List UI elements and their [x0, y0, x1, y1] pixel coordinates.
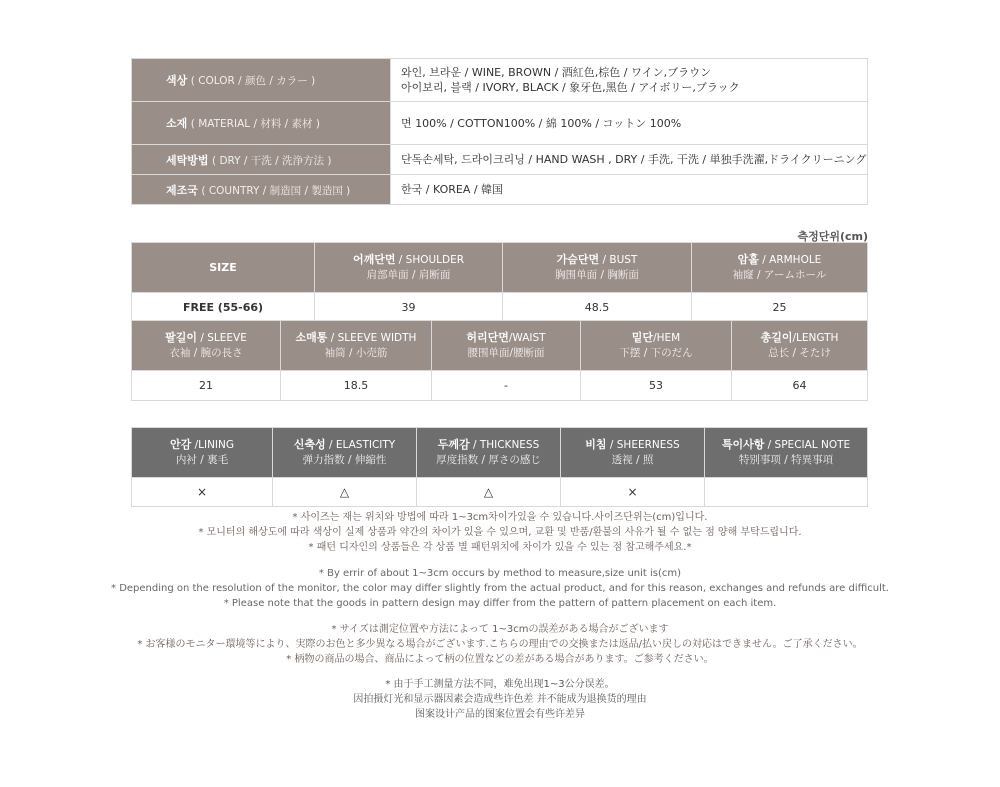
size-value-bust: 48.5: [503, 293, 692, 323]
size-value-size: FREE (55-66): [132, 293, 315, 323]
header-sub: 总长 / そたけ: [768, 347, 831, 359]
label-title: 색상: [166, 74, 188, 87]
size-header-armhole: [692, 243, 868, 293]
header-sub: 透视 / 照: [611, 454, 654, 466]
info-label-color: [132, 59, 391, 102]
size-value-sleeve: 21: [132, 371, 281, 401]
header-title: 암홀: [737, 253, 759, 266]
note-line: * Depending on the resolution of the monitor, the color may differ slightly from the actual product, and for this reason, exchanges and refunds are difficult.: [111, 583, 889, 594]
note-line: 图案设计产品的图案位置会有些许差异: [415, 709, 585, 720]
header-en: / BUST: [599, 254, 638, 266]
label-title: 세탁방법: [166, 153, 209, 167]
size-value-sleeve-width: 18.5: [281, 371, 432, 401]
label-subtitle: ( DRY / 干洗 / 洗浄方法 ): [212, 154, 332, 167]
info-value-material: 면 100% / COTTON100% / 綿 100% / コットン 100%: [391, 102, 868, 145]
info-value-country: 한국 / KOREA / 韓国: [391, 175, 868, 205]
size-table-2: [131, 320, 868, 401]
size-header-waist: [432, 321, 581, 371]
color-line-2: 아이보리, 블랙 / IVORY, BLACK / 象牙色,黑色 / アイボリー,ブラック: [401, 81, 740, 94]
note-line: * 由于手工测量方法不同，难免出现1~3公分误差。: [385, 679, 615, 690]
notes-japanese: [100, 622, 900, 667]
feature-value-thickness: △: [417, 478, 561, 507]
header-title: 가슴단면: [556, 253, 600, 266]
info-value-wash: 단독손세탁, 드라이크리닝 / HAND WASH , DRY / 手洗, 干洗 / 単独手洗濯,ドライクリーニング: [391, 145, 868, 175]
header-en: /HEM: [653, 332, 681, 344]
size-table-1: [131, 242, 868, 323]
feature-value-elasticity: △: [273, 478, 417, 507]
label-title: 소재: [166, 117, 188, 130]
header-sub: 肩部单面 / 肩断面: [366, 269, 451, 281]
size-header-shoulder: [315, 243, 503, 293]
header-title: 어깨단면: [352, 253, 396, 266]
header-title: 소매통: [295, 331, 328, 344]
notes-korean: [100, 510, 900, 555]
size-header-bust: [503, 243, 692, 293]
info-row-material: [132, 102, 868, 145]
header-en: / THICKNESS: [469, 439, 540, 451]
measurement-unit-label: 측정단위(cm): [797, 230, 868, 243]
label-subtitle: ( COUNTRY / 制造国 / 製造国 ): [201, 184, 351, 197]
notes-chinese: [100, 677, 900, 722]
note-line: * Please note that the goods in pattern design may differ from the pattern of pattern placement on each item.: [223, 598, 777, 609]
size-header-row: [132, 321, 868, 371]
feature-header-elasticity: [273, 428, 417, 478]
size-value-shoulder: 39: [315, 293, 503, 323]
header-title: 두께감: [437, 438, 470, 451]
header-title: 총길이: [760, 331, 793, 344]
header-en: / SLEEVE: [197, 332, 247, 344]
note-line: * 柄物の商品の場合、商品によって柄の位置などの差がある場合があります。ご参考ください。: [286, 654, 714, 665]
info-label-material: [132, 102, 391, 145]
feature-header-row: [132, 428, 868, 478]
label-subtitle: ( COLOR / 颜色 / カラー ): [190, 75, 316, 87]
header-sub: 袖窿 / アームホール: [732, 269, 827, 281]
header-sub: 下摆 / 下のだん: [619, 347, 693, 359]
header-title: 밑단: [631, 331, 654, 344]
color-line-1: 와인, 브라운 / WINE, BROWN / 酒紅色,棕色 / ワイン,ブラウン: [401, 66, 712, 79]
header-en: /LENGTH: [792, 332, 839, 344]
header-en: / SPECIAL NOTE: [764, 439, 851, 451]
header-sub: 弹力指数 / 伸縮性: [302, 454, 387, 466]
header-en: / ELASTICITY: [325, 439, 396, 451]
header-sub: 袖筒 / 小売筋: [324, 347, 388, 359]
header-sub: 内衬 / 裏毛: [175, 454, 229, 466]
feature-value-lining: ×: [132, 478, 273, 507]
header-en: /LINING: [191, 439, 235, 451]
header-title: 신축성: [293, 438, 326, 451]
header-title: 비침: [585, 438, 607, 451]
size-value-hem: 53: [581, 371, 732, 401]
header-sub: 胸围单面 / 胸断面: [555, 269, 639, 281]
size-value-waist: -: [432, 371, 581, 401]
header-title: 안감: [169, 438, 192, 451]
header-sub: 衣袖 / 腕の長さ: [169, 347, 243, 359]
feature-header-lining: [132, 428, 273, 478]
label-subtitle: ( MATERIAL / 材料 / 素材 ): [190, 118, 320, 130]
size-header-sleeve-width: [281, 321, 432, 371]
header-title: SIZE: [209, 261, 237, 274]
feature-value-special-note: [705, 478, 868, 507]
note-line: 因拍摄灯光和显示器因素会造成些许色差 并不能成为退换货的理由: [353, 694, 647, 705]
notes-english: [100, 566, 900, 611]
header-sub: 腰围单面/腰断面: [467, 347, 545, 359]
feature-header-special-note: [705, 428, 868, 478]
size-header-size: [132, 243, 315, 293]
note-line: * サイズは測定位置や方法によって 1~3cmの誤差がある場合がございます: [331, 624, 669, 635]
info-value-color: [391, 59, 868, 102]
label-title: 제조국: [166, 183, 198, 197]
info-row-wash: [132, 145, 868, 175]
header-title: 허리단면: [466, 331, 509, 344]
header-en: / SHEERNESS: [606, 439, 680, 451]
size-header-hem: [581, 321, 732, 371]
info-label-country: [132, 175, 391, 205]
size-value-length: 64: [732, 371, 868, 401]
size-header-length: [732, 321, 868, 371]
header-title: 특이사항: [721, 438, 765, 451]
feature-value-sheerness: ×: [561, 478, 705, 507]
size-header-row: [132, 243, 868, 293]
product-info-table: [131, 58, 868, 205]
header-en: / SLEEVE WIDTH: [327, 332, 417, 344]
header-title: 팔길이: [165, 331, 198, 344]
feature-header-sheerness: [561, 428, 705, 478]
info-row-country: [132, 175, 868, 205]
size-value-row: [132, 293, 868, 323]
note-line: * お客様のモニター環境等により、実際のお色と多少異なる場合がございます.こちらの理由での交換または返品/払い戻しの対応はできません。ご了承ください。: [137, 639, 863, 650]
feature-value-row: [132, 478, 868, 507]
note-line: * 패턴 디자인의 상품들은 각 상품 별 패턴위치에 차이가 있을 수 있는 점 참고해주세요.*: [308, 542, 692, 553]
header-en: / ARMHOLE: [758, 254, 822, 266]
header-sub: 特别事项 / 特異事項: [738, 454, 834, 466]
header-en: /WAIST: [508, 332, 546, 344]
info-row-color: [132, 59, 868, 102]
header-en: / SHOULDER: [395, 254, 465, 266]
size-value-row: [132, 371, 868, 401]
note-line: * 모니터의 해상도에 따라 색상이 실제 상품과 약간의 차이가 있을 수 있으며, 교환 및 반품/환불의 사유가 될 수 없는 점 양해 부탁드립니다.: [198, 527, 802, 538]
feature-table: [131, 427, 868, 507]
note-line: * 사이즈는 재는 위치와 방법에 따라 1~3cm차이가있을 수 있습니다.사이즈단위는(cm)입니다.: [292, 512, 708, 523]
size-value-armhole: 25: [692, 293, 868, 323]
header-sub: 厚度指数 / 厚さの感じ: [436, 454, 541, 466]
feature-header-thickness: [417, 428, 561, 478]
note-line: * By errir of about 1~3cm occurs by method to measure,size unit is(cm): [318, 568, 682, 579]
info-label-wash: [132, 145, 391, 175]
size-header-sleeve: [132, 321, 281, 371]
